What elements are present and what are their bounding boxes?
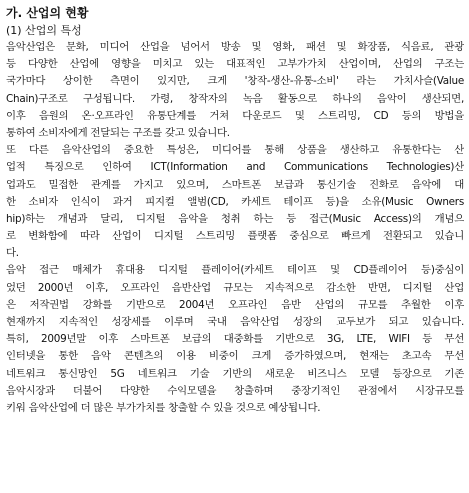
text-line: 특히, 2009년말 이후 스마트폰 보급의 대중화를 기반으로 3G, LTE, WIFI 등 무선 — [6, 333, 464, 346]
text-line: 국가마다 상이한 측면이 있지만, 크게 '창작-생산-유통-소비' 라는 가치사슬(Value — [6, 75, 464, 88]
text-line: 업과도 밀접한 관계를 가지고 있으며, 스마트폰 보급과 통신기술 진화로 음악에 대 — [6, 178, 464, 191]
paragraph-ict — [6, 142, 464, 262]
subsection-heading: (1) 산업의 특성 — [6, 24, 82, 37]
text-line: 키워 음악산업에 더 많은 부가가치를 창출할 수 있을 것으로 예상됩니다. — [6, 401, 321, 414]
text-line: hip)하는 개념과 달리, 디지털 음악을 청취 하는 등 접근(Music Access)의 개념으 — [6, 212, 464, 225]
section-heading: 가. 산업의 현황 — [6, 6, 89, 20]
text-line: 업적 특징으로 인하여 ICT(Information and Communications Technologies)산 — [6, 161, 464, 174]
text-line: 통하여 소비자에게 전달되는 구조를 갖고 있습니다. — [6, 126, 230, 139]
text-line: 네트워크 통신망인 5G 네트워크 기술 기반의 새로운 비즈니스 모델 등장으로 기존 — [6, 367, 464, 380]
paragraph-value-chain — [6, 39, 464, 142]
text-line: 이후 음원의 온·오프라인 유통단계를 거쳐 다운로드 및 스트리밍, CD 등의 방법을 — [6, 109, 464, 122]
text-line: 었던 2000년 이후, 오프라인 음반산업 규모는 지속적으로 감소한 반면, 디지털 산업 — [6, 281, 464, 294]
text-line: 음악산업은 문화, 미디어 산업을 넘어서 방송 및 영화, 패션 및 화장품, 식음료, 관광 — [6, 41, 464, 53]
text-line: 다. — [6, 247, 19, 260]
text-line: 음악시장과 더불어 다양한 수익모델을 창출하며 중장기적인 관점에서 시장규모를 — [6, 384, 464, 397]
text-line: 로 변화함에 따라 산업이 디지털 스트리밍 플랫폼 중심으로 빠르게 전환되고 있습니 — [6, 230, 464, 243]
text-line: 한 소비자 인식이 과거 피지컬 앨범(CD, 카세트 테이프 등)을 소유(Music Owners — [6, 195, 464, 208]
text-line: 등 다양한 산업에 영향을 미치고 있는 대표적인 고부가가치 산업이며, 산업의 구조는 — [6, 58, 464, 71]
text-line: 은 저작권법 강화를 기반으로 2004년 오프라인 음반 산업의 규모를 추월한 이후 — [6, 298, 464, 311]
text-line: 음악 접근 매체가 휴대용 디지털 플레이어(카세트 테이프 및 CD플레이어 등)중심이 — [6, 264, 464, 277]
document-page — [6, 4, 464, 417]
paragraph-digital-growth — [6, 262, 464, 417]
text-line: Chain)구조로 구성됩니다. 가령, 창작자의 녹음 활동으로 하나의 음악이 생산되면, — [6, 92, 464, 105]
text-line: 또 다른 음악산업의 중요한 특성은, 미디어를 통해 상품을 생산하고 유통한다는 산 — [6, 144, 464, 157]
text-line: 현재까지 지속적인 성장세를 이루며 국내 음악산업 성장의 교두보가 되고 있습니다. — [6, 316, 464, 328]
text-line: 인터넷을 통한 음악 콘텐츠의 이용 비중이 크게 증가하였으며, 현재는 초고속 무선 — [6, 350, 464, 363]
